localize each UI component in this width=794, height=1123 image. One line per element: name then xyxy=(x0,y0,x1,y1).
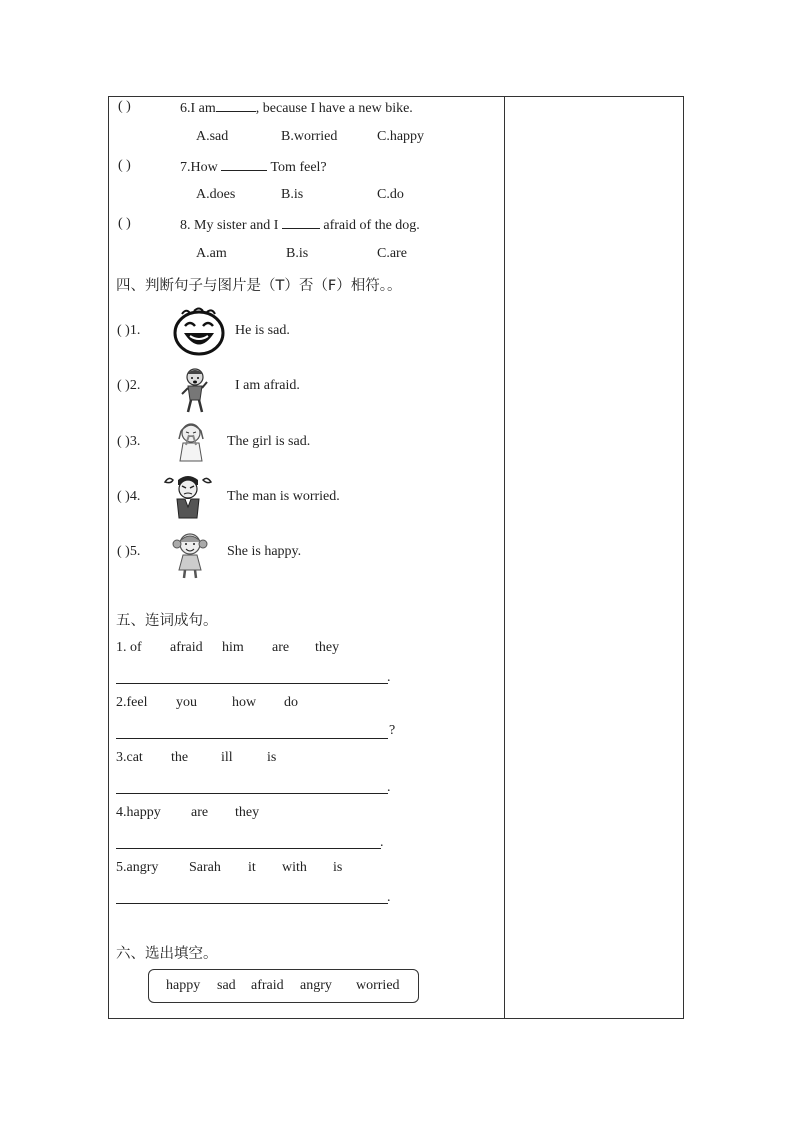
word-bank-word: sad xyxy=(217,978,236,993)
tf-sentence-3: The girl is sad. xyxy=(227,434,311,449)
question-stem: 7.How Tom feel? xyxy=(180,160,327,175)
answer-line[interactable] xyxy=(116,738,388,739)
option-c: C.happy xyxy=(377,129,425,144)
table-column-divider xyxy=(504,96,505,1019)
fill-blank[interactable] xyxy=(221,158,267,171)
fill-blank[interactable] xyxy=(216,99,256,112)
laughing-face-icon xyxy=(172,306,226,358)
tf-sentence-2: I am afraid. xyxy=(235,378,300,393)
scared-boy-icon xyxy=(178,366,210,416)
answer-paren: ( ) xyxy=(118,216,131,231)
word-bank-word: worried xyxy=(356,978,400,993)
tf-label-3: ( )3. xyxy=(117,434,141,449)
answer-line[interactable] xyxy=(116,903,388,904)
option-b: B.worried xyxy=(281,129,338,144)
tf-label-2: ( )2. xyxy=(117,378,141,393)
worried-man-icon xyxy=(163,474,213,522)
option-a: A.sad xyxy=(196,129,229,144)
word-bank-word: afraid xyxy=(251,978,284,993)
crying-girl-icon xyxy=(174,421,208,463)
section-6-heading: 六、选出填空。 xyxy=(116,946,218,962)
tf-label-1: ( )1. xyxy=(117,323,141,338)
tf-sentence-4: The man is worried. xyxy=(227,489,340,504)
fill-blank[interactable] xyxy=(282,216,320,229)
tf-label-5: ( )5. xyxy=(117,544,141,559)
section-5-heading: 五、连词成句。 xyxy=(116,613,218,629)
option-b: B.is xyxy=(281,187,304,202)
option-c: C.do xyxy=(377,187,404,202)
tf-sentence-5: She is happy. xyxy=(227,544,302,559)
answer-paren: ( ) xyxy=(118,99,131,114)
option-b: B.is xyxy=(286,246,309,261)
question-stem: 6.I am , because I have a new bike. xyxy=(180,101,413,116)
word-bank-word: angry xyxy=(300,978,332,993)
word-bank-word: happy xyxy=(166,978,201,993)
tf-sentence-1: He is sad. xyxy=(235,323,290,338)
happy-girl-icon xyxy=(168,530,212,580)
option-c: C.are xyxy=(377,246,407,261)
section-4-heading: 四、判断句子与图片是（T）否（F）相符。。 xyxy=(116,278,402,294)
answer-line[interactable] xyxy=(116,683,388,684)
answer-paren: ( ) xyxy=(118,158,131,173)
option-a: A.am xyxy=(196,246,227,261)
option-a: A.does xyxy=(196,187,236,202)
tf-label-4: ( )4. xyxy=(117,489,141,504)
question-stem: 8. My sister and I afraid of the dog. xyxy=(180,218,420,233)
answer-line[interactable] xyxy=(116,793,388,794)
answer-line[interactable] xyxy=(116,848,381,849)
